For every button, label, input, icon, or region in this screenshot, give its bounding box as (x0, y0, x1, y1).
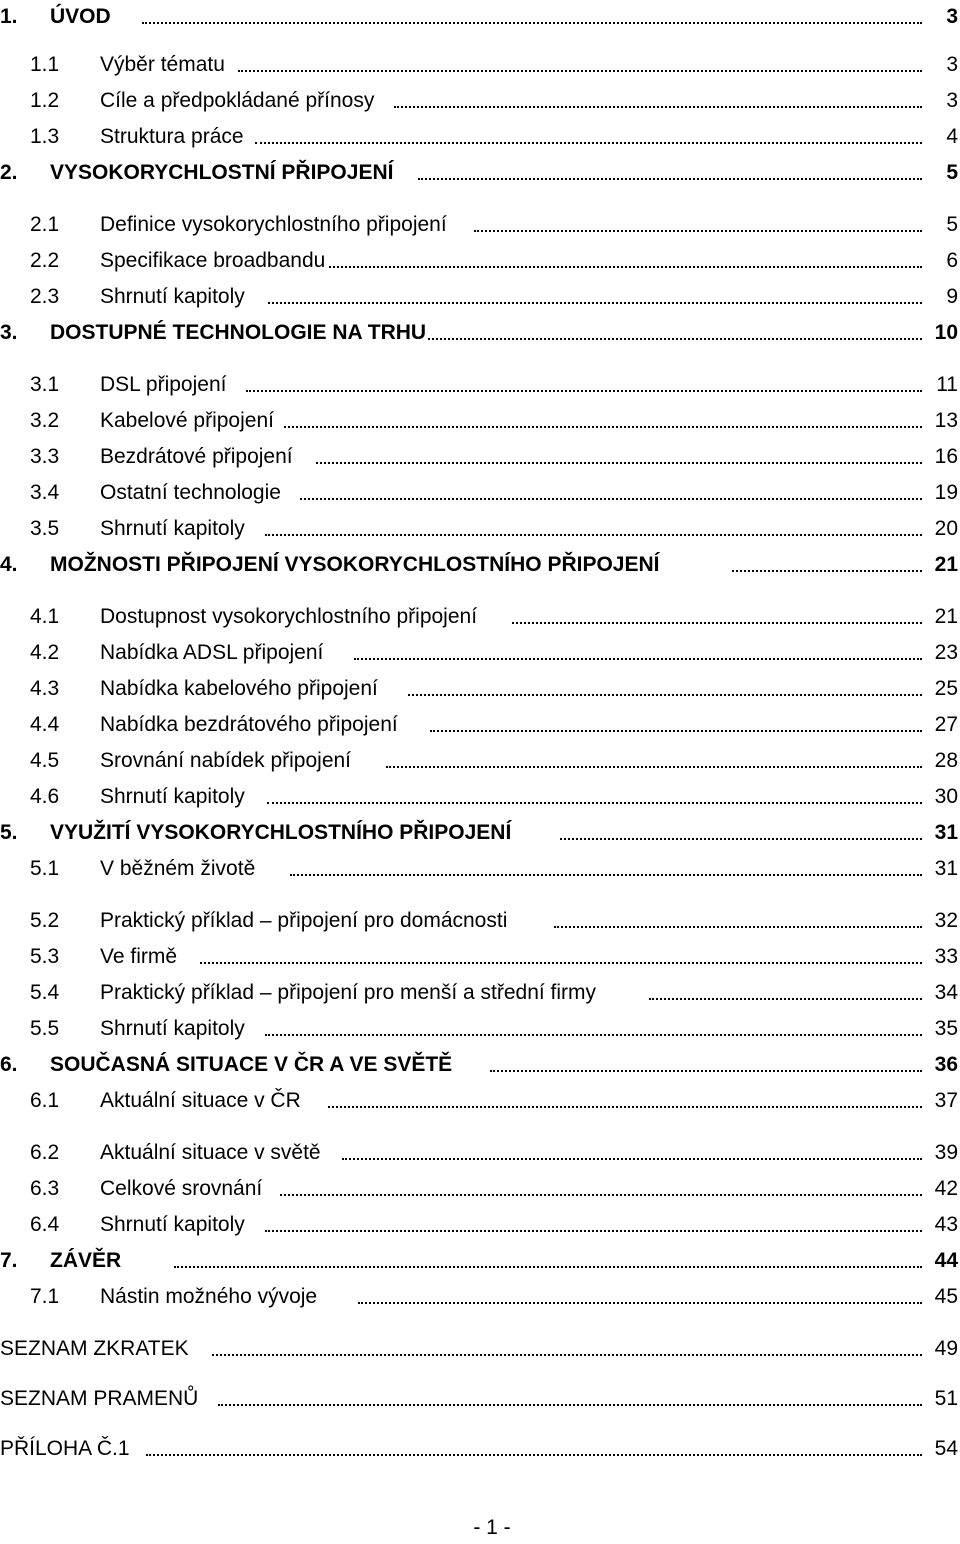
toc-entry-page: 32 (931, 906, 958, 936)
toc-entry-title: Nástin možného vývoje (100, 1282, 319, 1312)
toc-entry-number: 4.2 (30, 641, 60, 664)
toc-entry-title: Shrnutí kapitoly (100, 1210, 247, 1240)
toc-entry-title: Shrnutí kapitoly (100, 514, 247, 544)
toc-entry-number: 7. (0, 1249, 18, 1272)
toc-entry-page: 31 (931, 818, 958, 848)
toc-entry-page: 33 (931, 942, 958, 972)
toc-entry-title: V běžném životě (100, 854, 257, 884)
toc-entry[interactable] (0, 1050, 958, 1080)
toc-leader-dots (342, 1158, 922, 1160)
toc-leader-dots (268, 302, 922, 304)
toc-leader-dots (490, 1070, 922, 1072)
toc-leader-dots (554, 926, 922, 928)
page-footer (0, 1516, 960, 1540)
toc-leader-dots (316, 462, 922, 464)
toc-entry-number: 5.2 (30, 909, 60, 932)
toc-entry-title: Celkové srovnání (100, 1174, 264, 1204)
toc-leader-dots (412, 338, 922, 340)
toc-leader-dots (146, 1454, 922, 1456)
toc-entry[interactable] (0, 710, 958, 740)
toc-leader-dots (560, 838, 922, 840)
toc-entry-title: Definice vysokorychlostního připojení (100, 210, 449, 240)
toc-entry-title: Kabelové připojení (100, 406, 276, 436)
toc-entry-page: 39 (931, 1138, 958, 1168)
toc-entry[interactable] (0, 1384, 958, 1414)
toc-leader-dots (358, 1302, 922, 1304)
toc-entry-page: 4 (942, 122, 958, 152)
toc-leader-dots (280, 1194, 922, 1196)
toc-entry-title: VYSOKORYCHLOSTNÍ PŘIPOJENÍ (50, 158, 395, 188)
toc-entry-page: 11 (932, 370, 958, 400)
page-number: - 1 - (473, 1516, 511, 1539)
toc-entry-number: 4.5 (30, 749, 60, 772)
toc-entry-page: 23 (931, 638, 958, 668)
toc-entry-page: 49 (931, 1334, 958, 1364)
toc-entry[interactable] (0, 406, 958, 436)
toc-entry[interactable] (0, 1174, 958, 1204)
toc-entry-title: Cíle a předpokládané přínosy (100, 86, 376, 116)
toc-entry[interactable] (0, 318, 958, 348)
toc-entry[interactable] (0, 158, 958, 188)
toc-entry[interactable] (0, 1138, 958, 1168)
toc-entry-number: 5.5 (30, 1017, 60, 1040)
toc-entry-number: 2.1 (30, 213, 60, 236)
toc-entry-page: 42 (931, 1174, 958, 1204)
toc-entry[interactable] (0, 1434, 958, 1464)
toc-entry[interactable] (0, 1086, 958, 1116)
toc-entry-title: Praktický příklad – připojení pro menší a střední firmy (100, 978, 598, 1008)
toc-entry-title: Srovnání nabídek připojení (100, 746, 353, 776)
toc-entry-page: 28 (931, 746, 958, 776)
toc-entry-page: 5 (942, 210, 958, 240)
toc-entry-page: 54 (931, 1434, 958, 1464)
toc-entry-number: 4.6 (30, 785, 60, 808)
toc-entry-title: ÚVOD (50, 2, 113, 32)
toc-leader-dots (386, 766, 922, 768)
toc-entry[interactable] (0, 1246, 958, 1276)
toc-entry-page: 30 (931, 782, 958, 812)
toc-entry[interactable] (0, 282, 958, 312)
toc-entry[interactable] (0, 210, 958, 240)
toc-entry-title: Dostupnost vysokorychlostního připojení (100, 602, 479, 632)
toc-leader-dots (732, 570, 922, 572)
toc-leader-dots (354, 658, 922, 660)
toc-entry-title: Specifikace broadbandu (100, 246, 327, 276)
toc-entry[interactable] (0, 514, 958, 544)
toc-entry-number: 3.4 (30, 481, 60, 504)
toc-entry[interactable] (0, 2, 958, 32)
toc-entry-title: VYUŽITÍ VYSOKORYCHLOSTNÍHO PŘIPOJENÍ (50, 818, 513, 848)
toc-entry-title: MOŽNOSTI PŘIPOJENÍ VYSOKORYCHLOSTNÍHO PŘIPOJENÍ (50, 550, 661, 580)
toc-leader-dots (512, 622, 922, 624)
toc-entry[interactable] (0, 550, 958, 580)
toc-entry-number: 4. (0, 553, 18, 576)
toc-entry-title: Nabídka ADSL připojení (100, 638, 325, 668)
toc-entry-page: 44 (931, 1246, 958, 1276)
toc-entry-page: 19 (931, 478, 958, 508)
toc-entry[interactable] (0, 818, 958, 848)
toc-entry-number: 7.1 (30, 1285, 60, 1308)
toc-entry-page: 34 (931, 978, 958, 1008)
toc-entry-number: 2.2 (30, 249, 60, 272)
toc-entry-number: 3.2 (30, 409, 60, 432)
toc-leader-dots (328, 1106, 922, 1108)
toc-entry-title: ZÁVĚR (50, 1246, 123, 1276)
toc-entry-title: Shrnutí kapitoly (100, 282, 247, 312)
toc-entry-number: 1.2 (30, 89, 60, 112)
toc-entry-number: 3. (0, 321, 18, 344)
toc-leader-dots (142, 22, 922, 24)
toc-entry-page: 35 (931, 1014, 958, 1044)
toc-entry-page: 5 (942, 158, 958, 188)
toc-entry[interactable] (0, 1210, 958, 1240)
toc-entry-number: 4.1 (30, 605, 60, 628)
toc-entry-number: 1.3 (30, 125, 60, 148)
toc-entry-page: 20 (931, 514, 958, 544)
toc-entry-number: 3.1 (30, 373, 60, 396)
toc-entry[interactable] (0, 370, 958, 400)
toc-entry-page: 25 (931, 674, 958, 704)
toc-leader-dots (174, 1266, 922, 1268)
toc-leader-dots (267, 802, 922, 804)
toc-entry-number: 6.2 (30, 1141, 60, 1164)
toc-entry-title: Aktuální situace v světě (100, 1138, 323, 1168)
toc-entry[interactable] (0, 442, 958, 472)
toc-entry-page: 21 (931, 550, 958, 580)
toc-leader-dots (265, 534, 922, 536)
toc-entry-number: 6.3 (30, 1177, 60, 1200)
toc-leader-dots (265, 1230, 922, 1232)
toc-entry-number: 3.5 (30, 517, 60, 540)
toc-leader-dots (284, 426, 922, 428)
toc-leader-dots (255, 142, 922, 144)
toc-leader-dots (408, 694, 922, 696)
toc-entry[interactable] (0, 638, 958, 668)
toc-entry[interactable] (0, 906, 958, 936)
toc-leader-dots (218, 1404, 922, 1406)
toc-leader-dots (300, 498, 922, 500)
toc-entry-page: 43 (931, 1210, 958, 1240)
toc-entry-number: 2. (0, 161, 18, 184)
toc-entry[interactable] (0, 602, 958, 632)
toc-entry[interactable] (0, 942, 958, 972)
toc-entry-title: Praktický příklad – připojení pro domácnosti (100, 906, 509, 936)
toc-entry-page: 3 (942, 50, 958, 80)
toc-entry-page: 10 (931, 318, 958, 348)
toc-entry-page: 37 (931, 1086, 958, 1116)
toc-entry-title: Aktuální situace v ČR (100, 1086, 303, 1116)
toc-entry-title: Shrnutí kapitoly (100, 1014, 247, 1044)
toc-leader-dots (265, 1034, 922, 1036)
toc-leader-dots (430, 730, 922, 732)
toc-leader-dots (290, 874, 922, 876)
toc-leader-dots (246, 390, 922, 392)
toc-entry[interactable] (0, 978, 958, 1008)
toc-leader-dots (212, 1354, 922, 1356)
toc-entry-title: Výběr tématu (100, 50, 227, 80)
toc-entry-title: SOUČASNÁ SITUACE V ČR A VE SVĚTĚ (50, 1050, 454, 1080)
toc-entry-title: DOSTUPNÉ TECHNOLOGIE NA TRHU (50, 318, 428, 348)
toc-leader-dots (394, 106, 922, 108)
toc-entry-number: 5.4 (30, 981, 60, 1004)
toc-entry[interactable] (0, 746, 958, 776)
toc-leader-dots (200, 962, 922, 964)
toc-entry-number: 5.1 (30, 857, 60, 880)
toc-entry-page: 21 (931, 602, 958, 632)
toc-entry-title: DSL připojení (100, 370, 228, 400)
toc-entry-title: Bezdrátové připojení (100, 442, 295, 472)
toc-entry-page: 27 (931, 710, 958, 740)
toc-entry-page: 9 (942, 282, 958, 312)
toc-entry-title: Ostatní technologie (100, 478, 283, 508)
toc-entry-number: 2.3 (30, 285, 60, 308)
toc-entry-title: Nabídka kabelového připojení (100, 674, 380, 704)
toc-entry-title: PŘÍLOHA Č.1 (0, 1434, 132, 1464)
toc-entry-page: 36 (931, 1050, 958, 1080)
toc-leader-dots (474, 230, 922, 232)
toc-leader-dots (418, 178, 922, 180)
toc-entry[interactable] (0, 674, 958, 704)
toc-entry-number: 5.3 (30, 945, 60, 968)
toc-leader-dots (649, 998, 922, 1000)
toc-entry-page: 3 (942, 2, 958, 32)
toc-entry[interactable] (0, 86, 958, 116)
toc-entry[interactable] (0, 1014, 958, 1044)
toc-entry[interactable] (0, 1334, 958, 1364)
toc-entry[interactable] (0, 122, 958, 152)
toc-entry-number: 6.1 (30, 1089, 60, 1112)
toc-entry-page: 31 (931, 854, 958, 884)
toc-entry-title: SEZNAM ZKRATEK (0, 1334, 191, 1364)
toc-entry-number: 4.3 (30, 677, 60, 700)
toc-leader-dots (322, 266, 922, 268)
toc-entry[interactable] (0, 50, 958, 80)
toc-entry[interactable] (0, 246, 958, 276)
toc-entry-title: Shrnutí kapitoly (100, 782, 247, 812)
toc-entry-number: 4.4 (30, 713, 60, 736)
toc-entry-page: 51 (931, 1384, 958, 1414)
toc-entry-number: 5. (0, 821, 18, 844)
toc-entry[interactable] (0, 854, 958, 884)
toc-entry-number: 6. (0, 1053, 18, 1076)
toc-entry-number: 3.3 (30, 445, 60, 468)
toc-entry[interactable] (0, 782, 958, 812)
toc-entry-page: 13 (931, 406, 958, 436)
toc-entry-title: Nabídka bezdrátového připojení (100, 710, 400, 740)
toc-entry-title: Ve firmě (100, 942, 179, 972)
toc-entry-page: 45 (931, 1282, 958, 1312)
toc-entry-title: SEZNAM PRAMENŮ (0, 1384, 200, 1414)
toc-entry-page: 16 (931, 442, 958, 472)
toc-entry-page: 6 (942, 246, 958, 276)
toc-entry-title: Struktura práce (100, 122, 246, 152)
toc-entry[interactable] (0, 478, 958, 508)
toc-entry[interactable] (0, 1282, 958, 1312)
toc-leader-dots (238, 70, 922, 72)
toc-entry-page: 3 (942, 86, 958, 116)
toc-entry-number: 1. (0, 5, 18, 28)
toc-entry-number: 6.4 (30, 1213, 60, 1236)
toc-entry-number: 1.1 (30, 53, 60, 76)
